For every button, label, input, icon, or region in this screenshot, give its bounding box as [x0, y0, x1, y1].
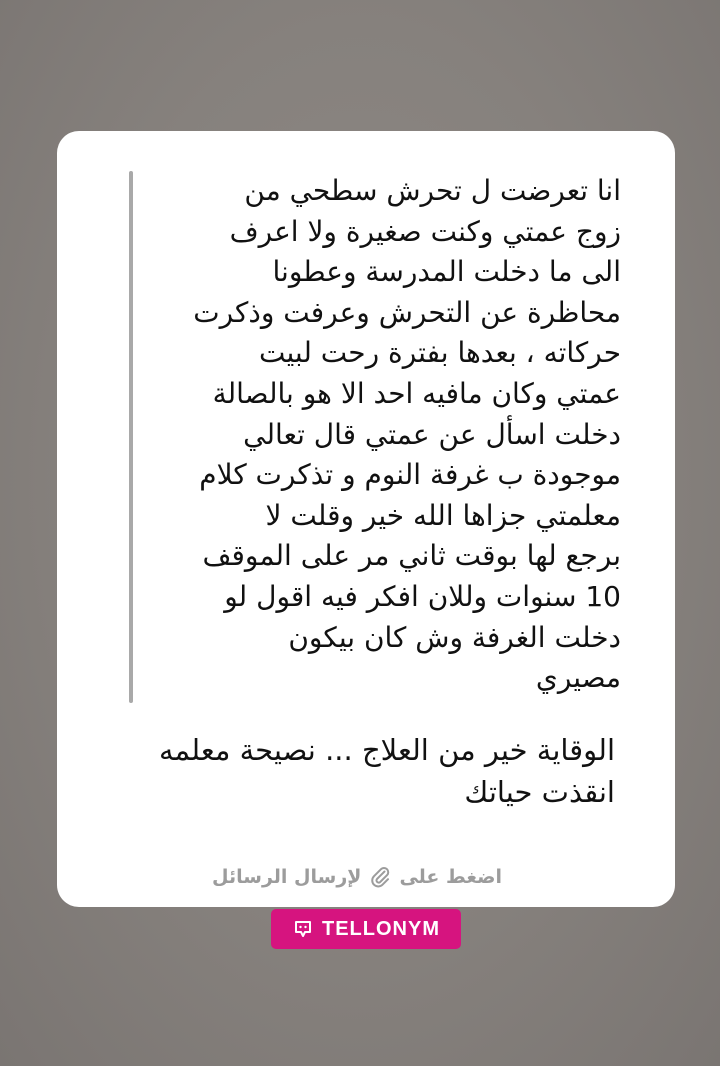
quote-bar [129, 171, 133, 703]
brand-name: TELLONYM [322, 917, 440, 940]
send-hint [187, 857, 527, 897]
quote-line: دخلت الغرفة وش كان بيكون [288, 620, 621, 654]
tellonym-logo-icon [292, 918, 314, 940]
answer-text [95, 729, 615, 813]
quote-line: انا تعرضت ل تحرش سطحي من [244, 174, 621, 207]
answer-line: الوقاية خير من العلاج ... نصيحة معلمه [158, 733, 615, 767]
quote-line: برجع لها بوقت ثاني مر على الموقف [202, 539, 621, 573]
tellonym-badge [271, 909, 461, 949]
quoted-message-text [159, 171, 621, 699]
send-hint-suffix: لإرسال الرسائل [212, 866, 362, 888]
quote-line: 10 سنوات وللان افكر فيه اقول لو [224, 579, 621, 613]
paperclip-icon [369, 864, 391, 890]
send-hint-prefix: اضغط على [399, 866, 502, 888]
quote-line: دخلت اسأل عن عمتي قال تعالي [243, 417, 621, 451]
quote-line: موجودة ب غرفة النوم و تذكرت كلام [199, 458, 621, 492]
quote-line: عمتي وكان مافيه احد الا هو بالصالة [212, 376, 621, 410]
quote-line: محاظرة عن التحرش وعرفت وذكرت [193, 295, 621, 329]
quote-line: معلمتي جزاها الله خير وقلت لا [265, 498, 621, 532]
quote-line: مصيري [535, 661, 621, 695]
message-card [57, 131, 675, 907]
quote-line: الى ما دخلت المدرسة وعطونا [272, 255, 621, 289]
answer-line: انقذت حياتك [464, 775, 615, 809]
quoted-message [129, 171, 621, 703]
quote-line: حركاته ، بعدها بفترة رحت لبيت [258, 336, 621, 370]
quote-line: زوج عمتي وكنت صغيرة ولا اعرف [229, 214, 621, 248]
